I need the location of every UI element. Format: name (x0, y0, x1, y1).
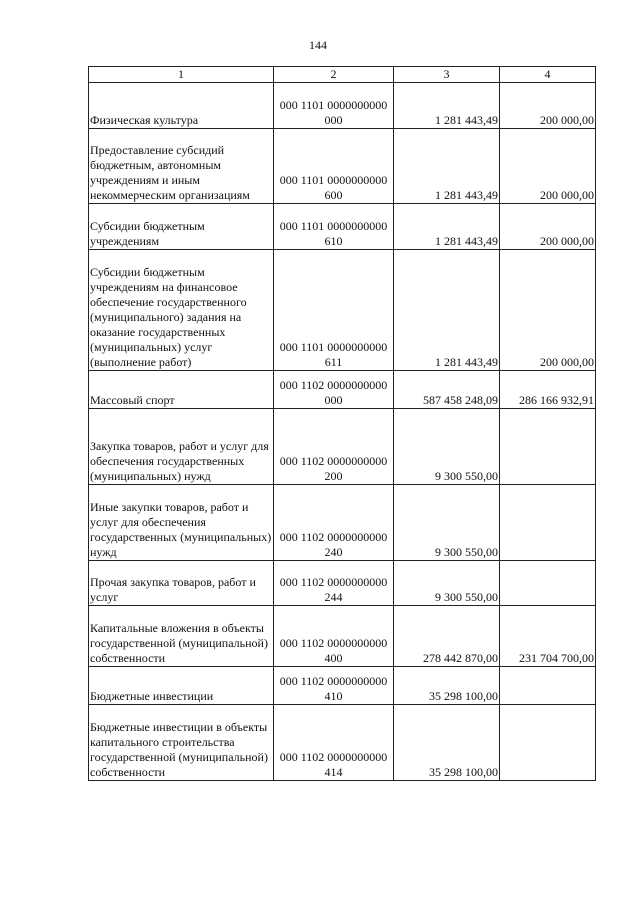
table-row (89, 204, 596, 250)
row-name: Субсидии бюджетным учреждениям на финансовое обеспечение государственного (муниципального) задания на оказание государственных (муниципальных) услуг (выполнение работ) (89, 250, 274, 371)
row-code: 000 1101 0000000000 611 (274, 250, 394, 371)
row-code: 000 1101 0000000000 000 (274, 83, 394, 129)
row-value-2: 200 000,00 (500, 204, 596, 250)
row-value-1: 35 298 100,00 (394, 705, 500, 781)
row-value-1: 9 300 550,00 (394, 485, 500, 561)
table-row (89, 129, 596, 204)
table-row (89, 83, 596, 129)
table-row (89, 705, 596, 781)
row-name: Массовый спорт (89, 371, 274, 409)
row-value-1: 9 300 550,00 (394, 561, 500, 606)
row-name: Физическая культура (89, 83, 274, 129)
row-value-1: 9 300 550,00 (394, 409, 500, 485)
row-value-2: 200 000,00 (500, 250, 596, 371)
column-header: 4 (500, 67, 596, 83)
table-header-row (89, 67, 596, 83)
row-value-2: 231 704 700,00 (500, 606, 596, 667)
row-value-1: 1 281 443,49 (394, 250, 500, 371)
row-value-1: 1 281 443,49 (394, 204, 500, 250)
row-name: Иные закупки товаров, работ и услуг для обеспечения государственных (муниципальных) нужд (89, 485, 274, 561)
row-code: 000 1101 0000000000 610 (274, 204, 394, 250)
row-code: 000 1102 0000000000 400 (274, 606, 394, 667)
row-code: 000 1102 0000000000 000 (274, 371, 394, 409)
row-value-1: 278 442 870,00 (394, 606, 500, 667)
row-name: Предоставление субсидий бюджетным, автономным учреждениям и иным некоммерческим организациям (89, 129, 274, 204)
table-row (89, 409, 596, 485)
table-row (89, 606, 596, 667)
row-code: 000 1102 0000000000 244 (274, 561, 394, 606)
column-header: 3 (394, 67, 500, 83)
row-code: 000 1102 0000000000 414 (274, 705, 394, 781)
row-value-1: 35 298 100,00 (394, 667, 500, 705)
row-name: Прочая закупка товаров, работ и услуг (89, 561, 274, 606)
page-number: 144 (309, 38, 327, 52)
row-value-1: 1 281 443,49 (394, 83, 500, 129)
row-value-2: 286 166 932,91 (500, 371, 596, 409)
row-value-2 (500, 561, 596, 606)
column-header: 1 (89, 67, 274, 83)
table-row (89, 667, 596, 705)
row-value-2 (500, 409, 596, 485)
row-name: Закупка товаров, работ и услуг для обеспечения государственных (муниципальных) нужд (89, 409, 274, 485)
table-row (89, 371, 596, 409)
row-code: 000 1101 0000000000 600 (274, 129, 394, 204)
table-row (89, 250, 596, 371)
column-header: 2 (274, 67, 394, 83)
row-value-1: 1 281 443,49 (394, 129, 500, 204)
table-row (89, 561, 596, 606)
row-value-2 (500, 667, 596, 705)
row-name: Бюджетные инвестиции в объекты капитального строительства государственной (муниципальной) собственности (89, 705, 274, 781)
row-value-2: 200 000,00 (500, 129, 596, 204)
budget-table (88, 66, 596, 781)
row-value-2 (500, 705, 596, 781)
row-name: Субсидии бюджетным учреждениям (89, 204, 274, 250)
row-name: Бюджетные инвестиции (89, 667, 274, 705)
row-code: 000 1102 0000000000 410 (274, 667, 394, 705)
row-code: 000 1102 0000000000 240 (274, 485, 394, 561)
row-code: 000 1102 0000000000 200 (274, 409, 394, 485)
row-value-2 (500, 485, 596, 561)
row-name: Капитальные вложения в объекты государственной (муниципальной) собственности (89, 606, 274, 667)
row-value-2: 200 000,00 (500, 83, 596, 129)
row-value-1: 587 458 248,09 (394, 371, 500, 409)
table-row (89, 485, 596, 561)
